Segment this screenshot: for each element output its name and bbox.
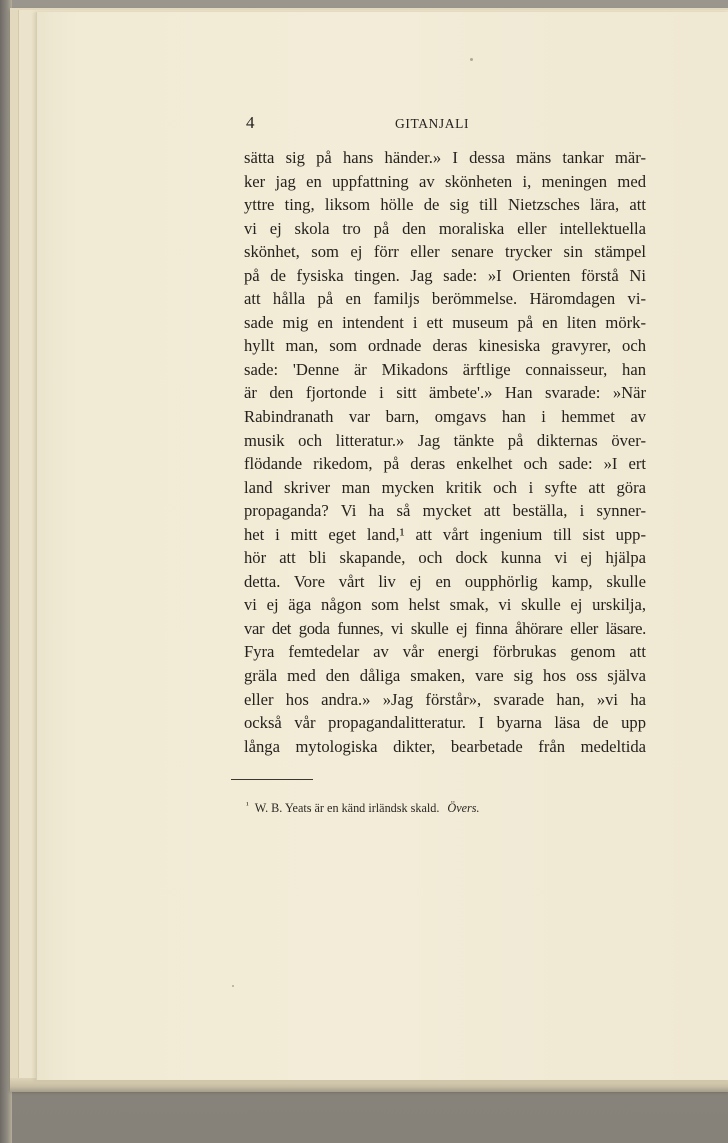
text-line: gräla med den dåliga smaken, vare sig hos oss själva (244, 666, 646, 686)
page-number: 4 (246, 113, 255, 132)
text-line: också vår propagandalitteratur. I byarna läsa de upp (244, 713, 646, 733)
paper-speck (470, 58, 473, 61)
footnote-text: W. B. Yeats är en känd irländsk skald. (254, 801, 440, 815)
text-line: hyllt man, som ordnade deras kinesiska gravyrer, och (244, 336, 646, 356)
text-line: propaganda? Vi ha så mycket att beställa, i synner- (244, 501, 646, 521)
text-line: musik och litteratur.» Jag tänkte på dikternas över- (244, 430, 646, 450)
footnote-marker: ¹ (246, 800, 249, 810)
text-line: het i mitt eget land,¹ att vårt ingenium till sist upp- (244, 524, 646, 544)
text-line: hör att bli skapande, och dock kunna vi ej hjälpa (244, 548, 646, 568)
text-line: sade: 'Denne är Mikadons ärftlige connaisseur, han (244, 359, 646, 379)
text-line: eller hos andra.» »Jag förstår», svarade han, »vi ha (244, 689, 646, 709)
text-line: Fyra femtedelar av vår energi förbrukas genom att (244, 642, 646, 662)
text-line: Rabindranath var barn, omgavs han i hemmet av (244, 407, 646, 427)
page-stack-bottom (10, 1078, 728, 1092)
running-title: GITANJALI (395, 116, 470, 131)
text-line: yttre ting, liksom hölle de sig till Nietzsches lära, att (244, 195, 646, 215)
footnote-attribution: Övers. (447, 801, 480, 815)
text-line: sätta sig på hans händer.» I dessa mäns tankar mär- (244, 148, 646, 167)
text-line: vi ej äga någon som helst smak, vi skulle ej urskilja, (244, 595, 646, 615)
page-header (246, 113, 646, 135)
text-line: att hålla på en familjs berömmelse. Häromdagen vi- (244, 289, 646, 309)
text-line: sade mig en intendent i ett museum på en liten mörk- (244, 312, 646, 332)
footnote-divider (231, 779, 313, 780)
text-line: flödande rikedom, på deras enkelhet och sade: »I ert (244, 454, 646, 474)
text-line: var det goda funnes, vi skulle ej finna åhörare eller läsare. (244, 618, 646, 638)
text-line: vi ej skola tro på den moraliska eller intellektuella (244, 218, 646, 238)
body-text (244, 146, 646, 758)
text-line: på de fysiska tingen. Jag sade: »I Orienten förstå Ni (244, 265, 646, 285)
footnote (246, 801, 646, 816)
text-line: detta. Vore vårt liv ej en oupphörlig kamp, skulle (244, 571, 646, 591)
text-line: är den fjortonde i sitt ämbete'.» Han svarade: »När (244, 383, 646, 403)
text-line: långa mytologiska dikter, bearbetade från medeltida (244, 736, 646, 756)
text-line: ker jag en uppfattning av skönheten i, meningen med (244, 171, 646, 191)
text-line: skönhet, som ej förr eller senare trycker sin stämpel (244, 242, 646, 262)
paper-speck (232, 985, 234, 987)
text-line: land skriver man mycken kritik och i syfte att göra (244, 477, 646, 497)
